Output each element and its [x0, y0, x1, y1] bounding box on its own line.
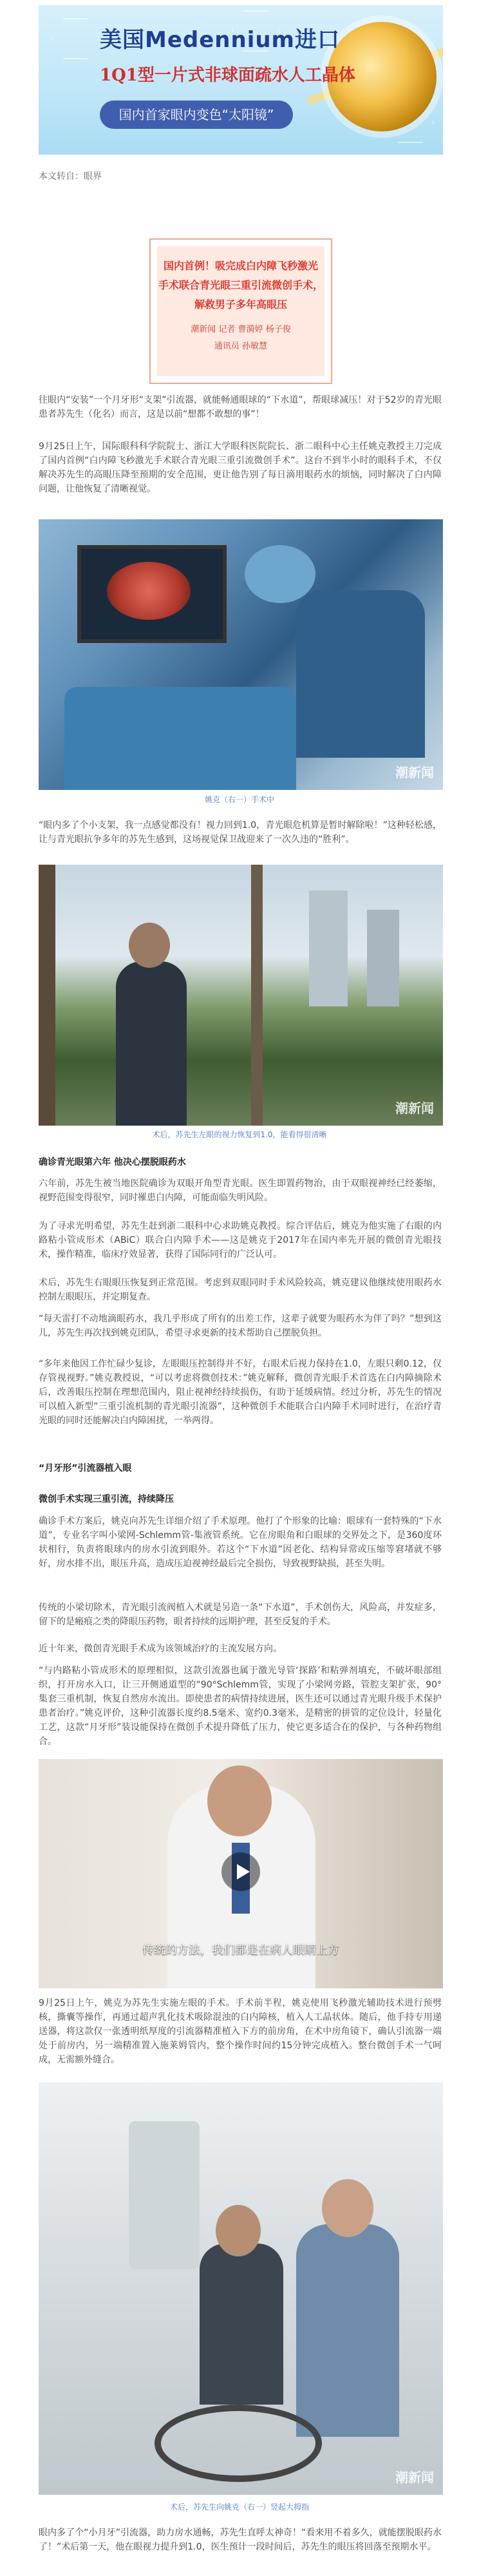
doctor-head	[207, 1765, 272, 1836]
section-heading: 确诊青光眼第六年 他决心摆脱眼药水	[39, 1157, 186, 1168]
paragraph: “与内路粘小管成形术的原理相似，这款引流器也属于激光导管‘探路’和粘弹剂填充，不破坏眼部组织，打开房水入口，让三开侧通道型的“90°Schlemm管，实现了小梁网旁路，管腔支架扩张，90°集套三重机制，恢复自然房水流出。即使患者的病情持续进展，医生还可以通过青光眼升级手术保护患者治疗。”姚克评价，这种引流器长度约8.5毫米、宽约0.3毫米，是精密的拼管的定位设计，轻量化工艺，这款“月牙形”装设能保持在微创手术提升降低了压力，使它更多适合在的保护，与各种药物组合。	[39, 1666, 442, 1747]
thumbs-up-photo	[39, 2082, 443, 2495]
equipment	[129, 2121, 200, 2269]
banner-brand: 美国Medennium进口	[100, 27, 340, 53]
paragraph: 近十年来，微创青光眼手术成为该领域治疗的主流发展方向。	[39, 1644, 282, 1654]
article-source: 本文转自：眼界	[39, 171, 102, 182]
reporter-line: 潮新闻 记者 曹漪婷 杨子俊	[191, 325, 291, 334]
headline-box	[149, 238, 332, 384]
building	[367, 910, 399, 1006]
building	[309, 890, 348, 1006]
patient-figure	[116, 961, 187, 1126]
photo-caption: 姚克（右一）手术中	[204, 795, 274, 804]
monitor-screen	[77, 545, 227, 643]
ad-banner[interactable]	[39, 5, 443, 155]
paragraph: 眼内多了个“小月牙”引流器，助力房水通畅，苏先生直呼太神奇！“看来用不着多久，就能摆脱眼药水了！”术后第一天，他在眼视力提升到1.0，医生预计一段时间后，苏先生的眼压将回落至预期水平。	[39, 2528, 442, 2552]
watermark: 潮新闻	[395, 1101, 434, 1116]
surgery-photo	[39, 519, 443, 790]
paragraph: “每天雷打不动地滴眼药水，我几乎形成了所有的出差工作，这辈子就要为眼药水为伴了吗？”想到这儿，苏先生再次找到姚克团队，希望寻求更新的技术帮助自己摆脱负担。	[39, 1314, 442, 1338]
patient-window-photo	[39, 865, 443, 1126]
paragraph: 9月25日上午，姚克为苏先生实施左眼的手术。手术前半程，姚克使用飞秒激光辅助技术进行预劈核，撕囊等操作，再通过超声乳化技术吸除混浊的白内障核，植入人工晶状体。随后，他手持专用递送器，将这款仅一张透明纸厚度的引流器精准植入下方的前房角，在术中房角镜下，确认引流器一端处于前房内，另一端精准置入施莱姆管内，整个操作时间约15分钟完成植入。整台微创手术一气呵成，无需额外缝合。	[39, 1998, 442, 2065]
hex-decoration	[52, 18, 99, 59]
paragraph: 往眼内“安装”一个月牙形“支架”引流器，就能畅通眼球的“下水道”，帮眼球减压！对于52岁的青光眼患者苏先生（化名）而言，这是以前“想都不敢想的事”！	[39, 395, 442, 419]
patient-head	[216, 2205, 261, 2256]
headline-line: 手术联合青光眼三重引流微创手术，	[158, 279, 323, 291]
paragraph: “眼内多了个小支架，我一点感觉都没有！视力回到1.0，青光眼危机算是暂时解除啦！”这种轻松感，让与青光眼抗争多年的苏先生感到，这场视觉保卫战迎来了一次久违的“胜利”。	[39, 820, 442, 845]
wheelchair	[155, 2405, 322, 2482]
interview-video[interactable]	[39, 1759, 443, 1988]
section-heading: “月牙形”引流器植入眼	[39, 1463, 132, 1474]
window-frame	[39, 865, 55, 1126]
surgeon-gown	[296, 590, 425, 758]
paragraph: 传统的小梁切除术，青光眼引流阀植入术就是另造一条“下水道”，手术创伤大，风险高，并发症多，留下的是瘢痕之类的降眼压药物，眼者持续的远期护理，甚至反复的手术。	[39, 1602, 442, 1627]
headline-line: 解救男子多年高眼压	[194, 298, 287, 311]
headline-line: 国内首例！吸完成白内障飞秒激光	[163, 260, 318, 272]
paragraph: “多年来他因工作忙碌少复诊，左眼眼压控制得并不好，右眼术后视力保持在1.0，左眼只剩0.12，仅存管视视野。”姚克教授说，“可以考虑将微创技术：”姚克解释，微创青光眼手术首选在白内障摘除术后，改善眼压控制在理想范围内，阻止视神经持续损伤，有助于延缓病情。经过分析，苏先生的情况可以植入新型“三重引流机制的青光眼引流器”，这种微创手术能联合白内障手术同时进行，在治疗青光眼的同时还能解决白内障困扰，一举两得。	[39, 1359, 442, 1426]
doctor-head	[322, 2179, 373, 2237]
paragraph: 术后，苏先生右眼眼压恢复到正常范围。考虑到双眼同时手术风险较高，姚克建议他继续使用眼药水控制左眼眼压，并定期复查。	[39, 1278, 442, 1302]
photo-caption: 术后，苏先生左眼的视力恢复到1.0，能看得很清晰	[152, 1130, 327, 1139]
paragraph: 确诊手术方案后，姚克向苏先生详细介绍了手术原理。他打了个形象的比喻：眼球有一套特殊的“下水道”，专业名字叫小梁网-Schlemm管-集液管系统。它在房眼角和白眼球的交界处之下，是360度环状相行，负责将眼球内的房水引流到眼外。若这个“下水道”因老化、结构异常或压缩等窘堵就不够好，房水排不出，眼压升高，造成压迫视神经最后完全损伤，导致视野缺损，甚至失明。	[39, 1516, 442, 1569]
doctor-figure	[296, 2224, 399, 2437]
watermark: 潮新闻	[395, 2470, 434, 2485]
play-icon[interactable]	[221, 1852, 260, 1891]
paragraph: 为了寻求光明希望，苏先生赶到浙二眼科中心求助姚克教授。综合评估后，姚克为他实施了右眼的内路粘小管成形术（ABiC）联合白内障手术——这是姚克于2017年在国内率先开展的微创青光眼技术，操作精准，临床疗效显著，获得了国际同行的广泛认可。	[39, 1221, 442, 1260]
paragraph: 六年前，苏先生被当地医院确诊为双眼开角型青光眼。医生即置药物治，由于双眼视神经已经萎缩，视野范围变得很窄，同时罹患白内障，可能面临失明风险。	[39, 1178, 442, 1203]
surgeon-cap	[245, 545, 315, 603]
video-subtitle: 传统的方法，我们都是在病人眼睛上方	[142, 1943, 339, 1957]
patient-head	[129, 923, 170, 968]
watermark: 潮新闻	[395, 765, 434, 780]
paragraph: 9月25日上午，国际眼科科学院院士、浙江大学眼科医院院长、浙二眼科中心主任姚克教授主刀完成了国内首例“白内障飞秒激光手术联合青光眼三重引流微创手术”。这台不到半小时的眼科手术，不仅解决苏先生的高眼压降至预期的安全范围，更让他告别了每日滴用眼药水的烦恼，同时解决了白内障问题，让他恢复了清晰视觉。	[39, 441, 442, 494]
photo-caption: 术后，苏先生向姚克（右一）竖起大拇指	[169, 2503, 309, 2512]
window-frame	[251, 865, 263, 1126]
section-subheading: 微创手术实现三重引流，持续降压	[39, 1494, 174, 1504]
banner-tagline: 国内首家眼内变色“太阳镜”	[100, 101, 293, 129]
drape	[64, 687, 296, 790]
banner-product: 1Q1型一片式非球面疏水人工晶体	[100, 66, 355, 85]
reporter-line: 通讯员 孙敏慧	[214, 341, 268, 351]
patient-figure	[200, 2244, 283, 2405]
